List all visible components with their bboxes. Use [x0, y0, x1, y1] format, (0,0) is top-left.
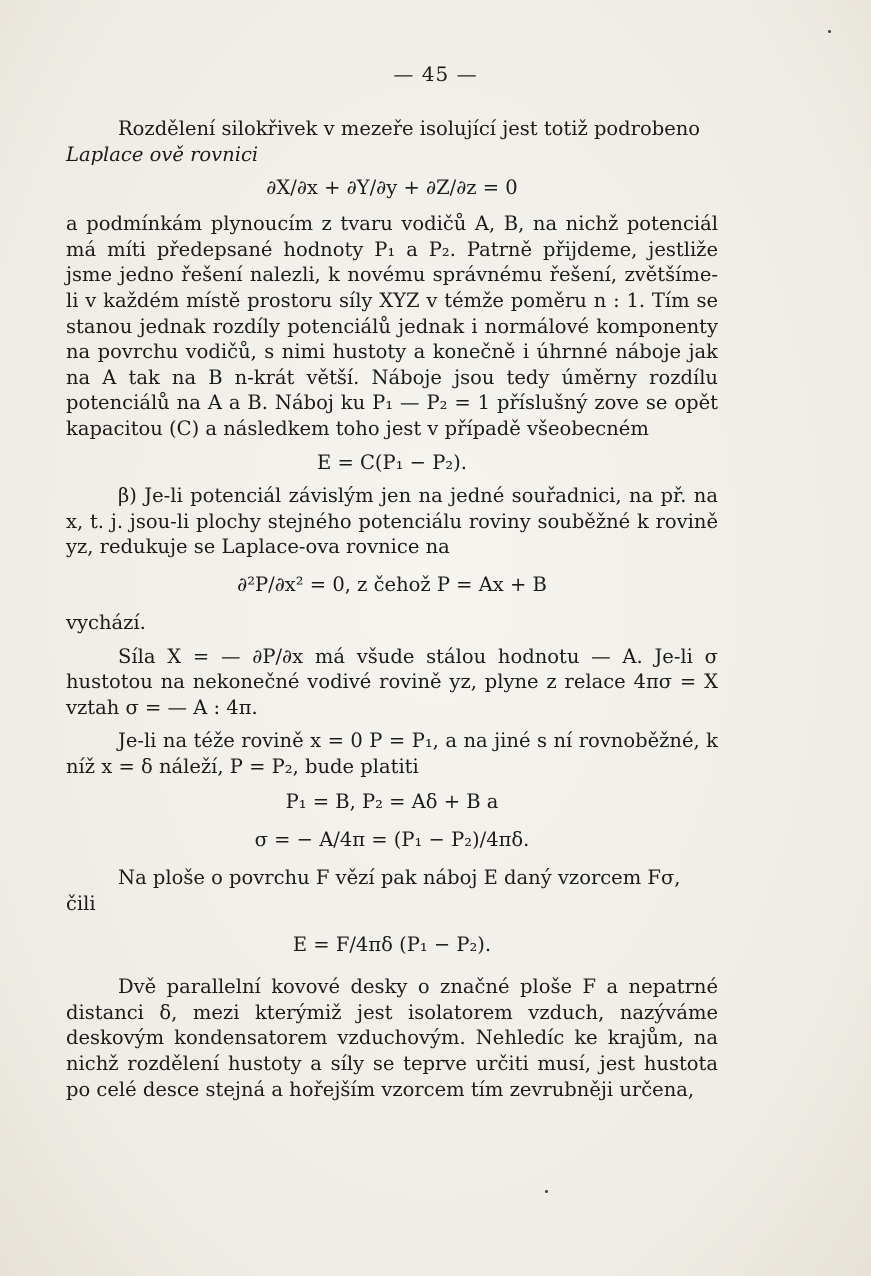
paragraph-planes: Je-li na téže rovině x = 0 P = P₁, a na jiné s ní rovnoběžné, k níž x = δ náleží, P = P₂, bude platiti [66, 729, 718, 778]
paragraph-intro: Rozdělení silokřivek v mezeře isolující jest totiž podrobeno [118, 117, 701, 140]
paragraph-condenser: Dvě parallelní kovové desky o značné ploše F a nepatrné distanci δ, mezi kterýmiž jest isolatorem vzduch, nazýváme deskovým kondensatorem vzduchovým. Nehledíc ke krajům, na nichž rozdělení hustoty a síly se teprve určiti musí, jest hustota po celé desce stejná a hořejším vzorcem tím zevrubněji určena, [66, 975, 718, 1101]
equation-sigma: σ = − A/4π = (P₁ − P₂)/4πδ. [254, 828, 530, 852]
paragraph-beta: β) Je-li potenciál závislým jen na jedné souřadnici, na př. na x, t. j. jsou-li plochy stejného potenciálu roviny souběžné k rovině yz, redukuje se Laplace-ova rovnice na [66, 484, 718, 559]
equation-second-derivative: ∂²P/∂x² = 0, z čehož P = Ax + B [237, 572, 547, 596]
speck [545, 1190, 548, 1193]
paragraph-vychazi: vychází. [66, 610, 146, 634]
paragraph-force: Síla X = — ∂P/∂x má všude stálou hodnotu — A. Je-li σ hustotou na nekonečné vodivé rovině yz, plyne z relace 4πσ = X vztah σ = — A : 4π. [66, 644, 718, 719]
paragraph-cili: čili [66, 891, 96, 915]
equation-capacity: E = C(P₁ − P₂). [317, 450, 467, 474]
page-body [66, 116, 718, 1102]
speck [828, 30, 831, 33]
page-number: — 45 — [393, 62, 478, 86]
equation-boundary: P₁ = B, P₂ = Aδ + B a [285, 790, 499, 814]
laplace-name: Laplace ově rovnici [66, 142, 259, 166]
equation-charge: E = F/4πδ (P₁ − P₂). [292, 933, 492, 957]
paragraph-charge: Na ploše o povrchu F vězí pak náboj E daný vzorcem Fσ, [118, 866, 681, 890]
paragraph-conditions: a podmínkám plynoucím z tvaru vodičů A, B, na nichž potenciál má míti předepsané hodnoty P₁ a P₂. Patrně přijdeme, jestliže jsme jedno řešení nalezli, k novému správnému řešení, zvětšíme-li v každém místě prostoru síly XYZ v témže poměru n : 1. Tím se stanou jednak rozdíly potenciálů jednak i normálové komponenty na povrchu vodičů, s nimi hustoty a konečně i úhrnné náboje jak na A tak na B n-krát větší. Náboje jsou tedy úměrny rozdílu potenciálů na A a B. Náboj ku P₁ — P₂ = 1 příslušný zove se opět kapacitou (C) a následkem toho jest v případě všeobecném [66, 212, 718, 440]
paragraph-intro-cont [66, 142, 718, 168]
equation-laplace: ∂X/∂x + ∂Y/∂y + ∂Z/∂z = 0 [266, 176, 518, 200]
